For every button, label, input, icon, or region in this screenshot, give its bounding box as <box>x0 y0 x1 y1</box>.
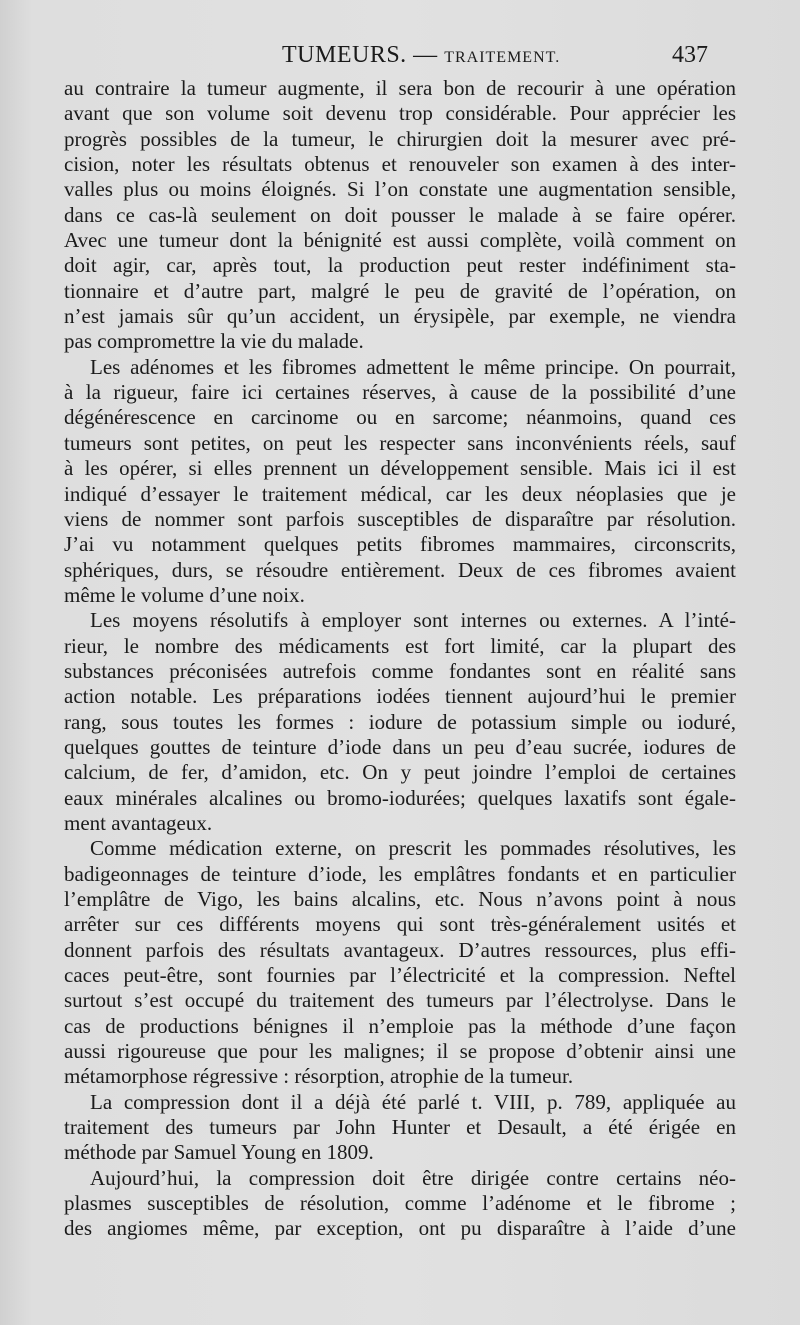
text-line: indiqué d’essayer le traitement médical, car les deux néoplasies que je <box>64 481 736 506</box>
text-line: Les adénomes et les fibromes admettent le même principe. On pourrait, <box>90 354 736 379</box>
running-title-main: TUMEURS. — <box>282 42 445 68</box>
text-line: tumeurs sont petites, on peut les respecter sans inconvénients réels, sauf <box>64 430 736 455</box>
page-number: 437 <box>672 42 708 68</box>
text-line: rang, sous toutes les formes : iodure de potassium simple ou ioduré, <box>64 709 736 734</box>
text-line: dans ce cas-là seulement on doit pousser le malade à se faire opérer. <box>64 202 736 227</box>
text-line: badigeonnages de teinture d’iode, les emplâtres fondants et en particulier <box>64 861 736 886</box>
text-line: Les moyens résolutifs à employer sont internes ou externes. A l’inté- <box>90 608 736 633</box>
running-title-section: TRAITEMENT. <box>444 49 561 66</box>
text-line: des angiomes même, par exception, ont pu disparaître à l’aide d’une <box>64 1216 736 1241</box>
text-line: Comme médication externe, on prescrit les pommades résolutives, les <box>90 836 736 861</box>
text-line: cision, noter les résultats obtenus et renouveler son examen à des inter- <box>64 152 736 177</box>
text-line: tionnaire et d’autre part, malgré le peu de gravité de l’opération, on <box>64 278 736 303</box>
text-line: sphériques, durs, se résoudre entièrement. Deux de ces fibromes avaient <box>64 557 736 582</box>
text-line: traitement des tumeurs par John Hunter et Desault, a été érigée en <box>64 1115 736 1140</box>
text-line: quelques gouttes de teinture d’iode dans un peu d’eau sucrée, iodures de <box>64 734 736 759</box>
text-line: viens de nommer sont parfois susceptibles de disparaître par résolution. <box>64 506 736 531</box>
text-line: pas compromettre la vie du malade. <box>64 329 364 354</box>
text-line: progrès possibles de la tumeur, le chirurgien doit la mesurer avec pré- <box>64 126 736 151</box>
text-line: dégénérescence en carcinome ou en sarcome; néanmoins, quand ces <box>64 405 736 430</box>
body-text <box>64 76 736 1242</box>
text-line: eaux minérales alcalines ou bromo-iodurées; quelques laxatifs sont égale- <box>64 785 736 810</box>
text-line: La compression dont il a déjà été parlé t. VIII, p. 789, appliquée au <box>90 1089 736 1114</box>
text-line: surtout s’est occupé du traitement des tumeurs par l’électrolyse. Dans le <box>64 988 736 1013</box>
text-line: calcium, de fer, d’amidon, etc. On y peut joindre l’emploi de certaines <box>64 760 736 785</box>
text-line: substances préconisées autrefois comme fondantes sont en réalité sans <box>64 658 736 683</box>
text-line: avant que son volume soit devenu trop considérable. Pour apprécier les <box>64 101 736 126</box>
text-line: aussi rigoureuse que pour les malignes; il se propose d’obtenir ainsi une <box>64 1039 736 1064</box>
page-header <box>0 42 800 76</box>
text-line: arrêter sur ces différents moyens qui sont très-généralement usités et <box>64 912 736 937</box>
text-line: caces peut-être, sont fournies par l’électricité et la compression. Neftel <box>64 963 736 988</box>
text-line: métamorphose régressive : résorption, atrophie de la tumeur. <box>64 1064 574 1089</box>
text-line: cas de productions bénignes il n’emploie pas la méthode d’une façon <box>64 1013 736 1038</box>
text-line: donnent parfois des résultats avantageux. D’autres ressources, plus effi- <box>64 937 736 962</box>
text-line: méthode par Samuel Young en 1809. <box>64 1140 374 1165</box>
text-line: n’est jamais sûr qu’un accident, un érysipèle, par exemple, ne viendra <box>64 304 736 329</box>
text-line: à la rigueur, faire ici certaines réserves, à cause de la possibilité d’une <box>64 380 736 405</box>
text-line: rieur, le nombre des médicaments est fort limité, car la plupart des <box>64 633 736 658</box>
text-line: ment avantageux. <box>64 810 213 835</box>
running-title <box>282 42 560 69</box>
text-line: à les opérer, si elles prennent un développement sensible. Mais ici il est <box>64 456 736 481</box>
text-line: doit agir, car, après tout, la production peut rester indéfiniment sta- <box>64 253 736 278</box>
text-line: l’emplâtre de Vigo, les bains alcalins, etc. Nous n’avons point à nous <box>64 887 736 911</box>
text-line: même le volume d’une noix. <box>64 582 305 607</box>
text-line: Aujourd’hui, la compression doit être dirigée contre certains néo- <box>90 1165 736 1190</box>
text-line: plasmes susceptibles de résolution, comme l’adénome et le fibrome ; <box>64 1191 736 1216</box>
text-line: action notable. Les préparations iodées tiennent aujourd’hui le premier <box>64 684 736 709</box>
text-line: valles plus ou moins éloignés. Si l’on constate une augmentation sensible, <box>64 177 736 202</box>
text-line: Avec une tumeur dont la bénignité est aussi complète, voilà comment on <box>64 228 736 253</box>
text-line: J’ai vu notamment quelques petits fibromes mammaires, circonscrits, <box>64 532 736 557</box>
text-line: au contraire la tumeur augmente, il sera bon de recourir à une opération <box>64 76 736 100</box>
